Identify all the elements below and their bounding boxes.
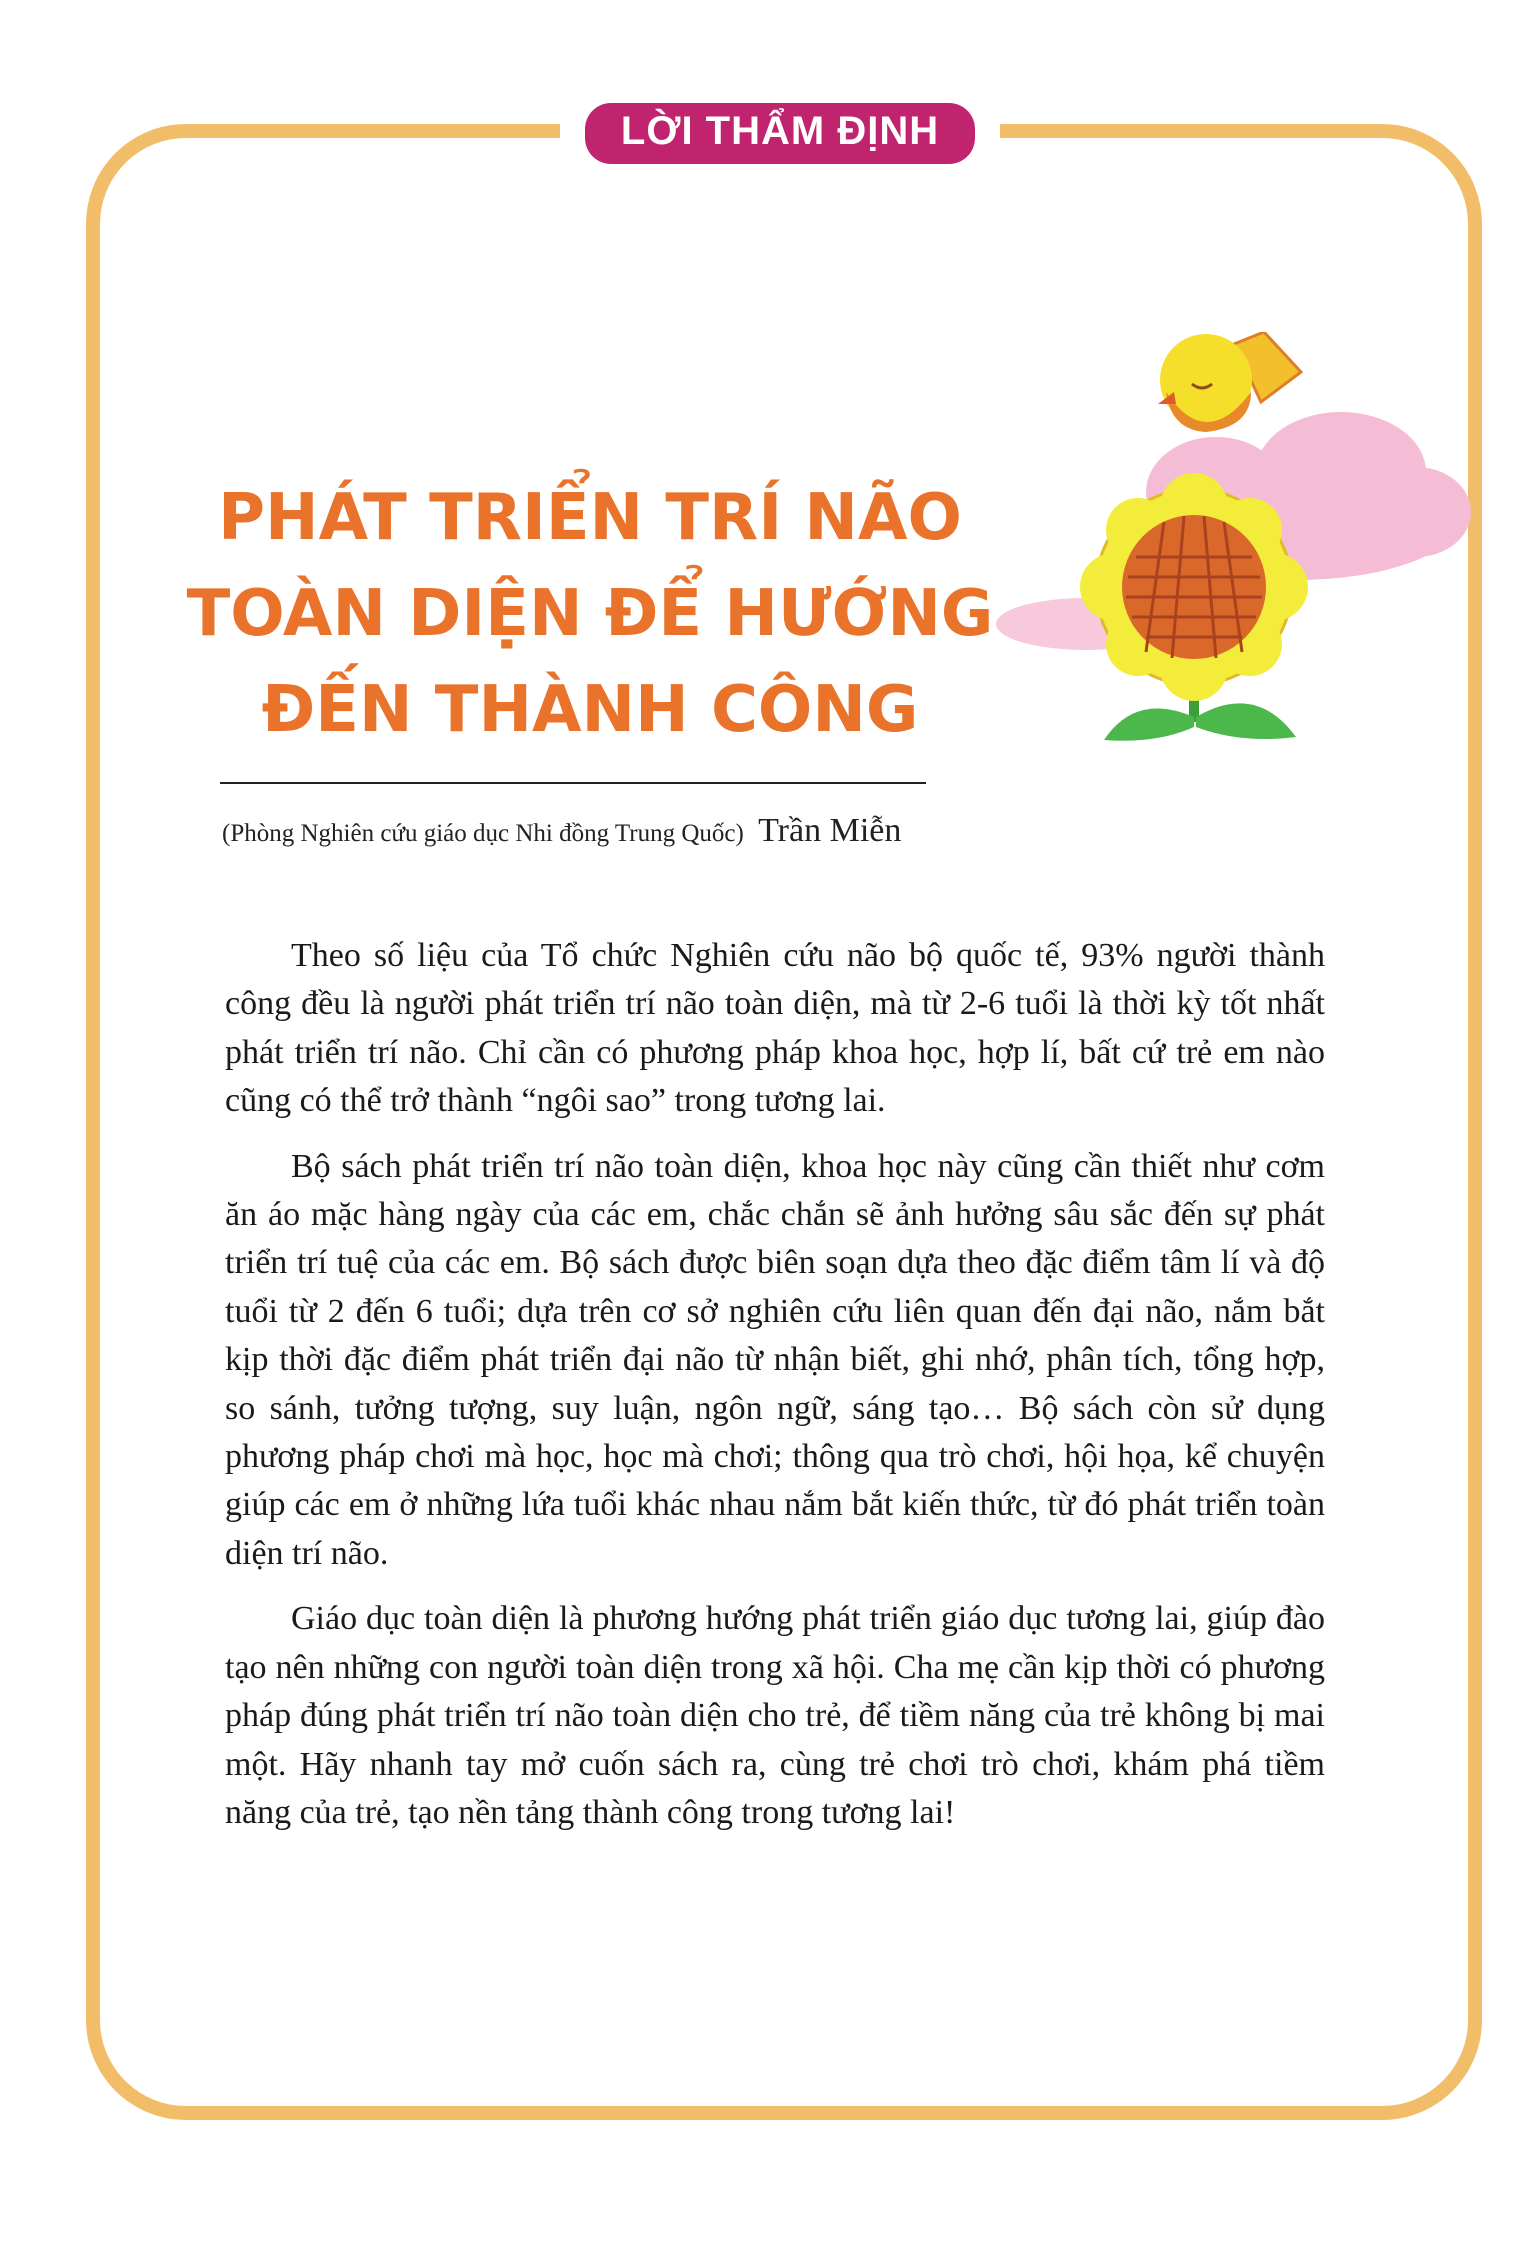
title-divider [220,782,926,784]
author-name: Trần Miễn [758,812,902,849]
header-badge [560,94,1000,172]
title-line: PHÁT TRIỂN TRÍ NÃO [218,481,962,555]
title-line: TOÀN DIỆN ĐỂ HƯỚNG [186,577,994,651]
byline [222,812,901,850]
header-label: LỜI THẨM ĐỊNH [585,103,975,164]
paragraph: Theo số liệu của Tổ chức Nghiên cứu não bộ quốc tế, 93% người thành công đều là người phát triển trí não toàn diện, mà từ 2-6 tuổi là thời kỳ tốt nhất phát triển trí não. Chỉ cần có phương pháp khoa học, hợp lí, bất cứ trẻ em nào cũng có thể trở thành “ngôi sao” trong tương lai. [225,937,1325,1120]
page-title [170,470,1010,758]
paragraph: Bộ sách phát triển trí não toàn diện, khoa học này cũng cần thiết như cơm ăn áo mặc hàng ngày của các em, chắc chắn sẽ ảnh hưởng sâu sắc đến sự phát triển trí tuệ của các em. Bộ sách được biên soạn dựa theo đặc điểm tâm lí và độ tuổi từ 2 đến 6 tuổi; dựa trên cơ sở nghiên cứu liên quan đến đại não, nắm bắt kịp thời đặc điểm phát triển đại não từ nhận biết, ghi nhớ, phân tích, tổng hợp, so sánh, tưởng tượng, suy luận, ngôn ngữ, sáng tạo… Bộ sách còn sử dụng phương pháp chơi mà học, học mà chơi; thông qua trò chơi, hội họa, kể chuyện giúp các em ở những lứa tuổi khác nhau nắm bắt kiến thức, từ đó phát triển toàn diện trí não. [225,1147,1325,1572]
author-affiliation: (Phòng Nghiên cứu giáo dục Nhi đồng Trung Quốc) [222,820,744,847]
body-text [225,932,1325,1854]
title-line: ĐẾN THÀNH CÔNG [261,673,919,747]
paragraph: Giáo dục toàn diện là phương hướng phát triển giáo dục tương lai, giúp đào tạo nên những con người toàn diện trong xã hội. Cha mẹ cần kịp thời có phương pháp đúng phát triển trí não toàn diện cho trẻ, để tiềm năng của trẻ không bị mai một. Hãy nhanh tay mở cuốn sách ra, cùng trẻ chơi trò chơi, khám phá tiềm năng của trẻ, tạo nền tảng thành công trong tương lai! [225,1600,1325,1831]
bird-icon [1158,332,1301,432]
sunflower-bird-illustration [996,332,1486,772]
